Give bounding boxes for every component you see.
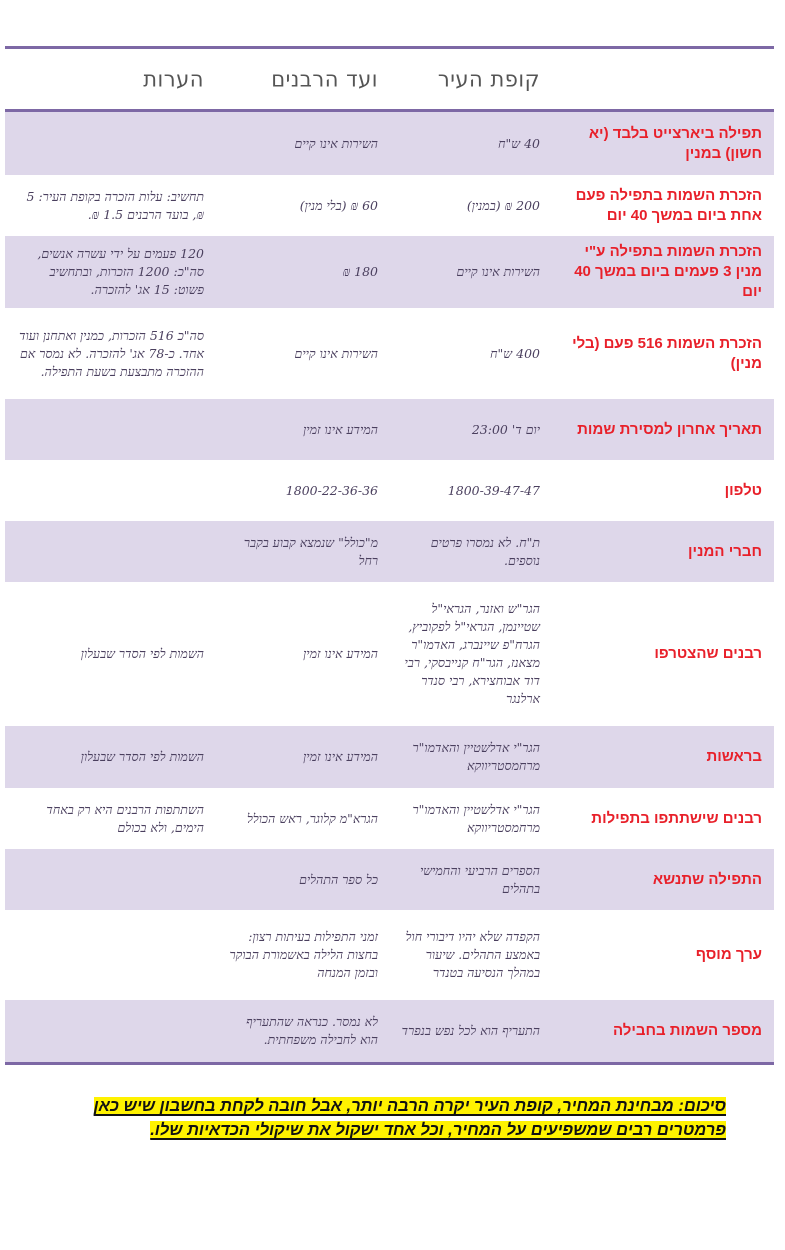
rabbis-committee-value: השירות אינו קיים [294,345,378,361]
city-fund-value: 200 ₪ (במנין) [466,197,540,213]
city-fund-value: הספרים הרביעי והחמישי בתהלים [419,862,540,896]
table-row [5,910,774,1000]
table-row [5,1000,774,1062]
rabbis-committee-value: לא נמסר. כנראה שהתעריף הוא לחבילה משפחתית. [246,1014,378,1047]
rabbis-committee-value: מ"כולל" שנמצא קבוע בקבר רחל [243,534,378,568]
table-header-row [5,49,774,109]
summary-note [64,1094,726,1142]
rabbis-committee-value: זמני התפילות בעיתות רצון: בחצות הלילה באשמורת הבוקר ובזמן המנחה [229,929,378,980]
header-rabbis-committee: ועד הרבנים [271,66,378,92]
rabbis-committee-value: 180 ₪ [342,264,378,279]
header-city-fund: קופת העיר [437,66,540,92]
row-label: ערך מוסף [695,946,762,963]
row-label: תאריך אחרון למסירת שמות [577,420,762,438]
rabbis-committee-value: השירות אינו קיים [294,135,378,151]
row-label: רבנים שהצטרפו [654,645,762,662]
table-row [5,112,774,175]
notes-value: השתתפות הרבנים היא רק באחד הימים, ולא בכולם [46,801,204,835]
row-label: התפילה שתנשא [652,870,762,888]
rabbis-committee-value: המידע אינו זמין [303,749,378,764]
rabbis-committee-value: כל ספר התהלים [299,871,378,887]
city-fund-value: יום ד' 23:00 [471,421,540,437]
city-fund-value: התעריף הוא לכל נפש בנפרד [401,1023,540,1038]
city-fund-value: הגר"ש ואזנר, הגראי"ל שטיינמן, הגראי"ל לפקוביץ, הגרח"פ שיינברג, האדמו"ר מצאנז, הגר"ח קנייבסקי, רבי דוד אבוחצירא, רבי סנדר ארלנגר [404,601,540,706]
table-row [5,849,774,910]
table-row [5,460,774,521]
rabbis-committee-value: 1800-22-36-36 [285,482,378,498]
row-label: טלפון [724,481,762,499]
city-fund-value: ת"ח. לא נמסרו פרטים נוספים. [430,534,540,568]
row-label: בראשות [706,748,762,765]
notes-value: תחשיב: עלות הזכרה בקופת העיר: 5 ₪, בועד הרבנים 1.5 ₪. [26,188,204,222]
summary-text: סיכום: מבחינת המחיר, קופת העיר יקרה הרבה יותר, אבל חובה לקחת בחשבון שיש כאן פרמטרים רבים שמשפיעים על המחיר, וכל אחד ישקול את שיקולי הכדאיות שלו. [93,1097,726,1139]
city-fund-value: 1800-39-47-47 [447,482,540,498]
row-label: רבנים שישתתפו בתפילות [591,809,762,827]
rabbis-committee-value: הגרא"מ קלוגר, ראש הכולל [247,810,378,826]
city-fund-value: השירות אינו קיים [456,264,540,279]
table-body [5,112,774,1062]
row-label: חברי המנין [688,542,762,560]
row-label: הזכרת השמות בתפילה ע"י מנין 3 פעמים ביום במשך 40 יום [574,243,762,300]
row-label: מספר השמות בחבילה [612,1022,762,1039]
table-row [5,308,774,399]
city-fund-value: 400 ש"ח [490,345,540,361]
city-fund-value: הקפדה שלא יהיו דיבורי חול באמצע התהלים. שיעור במהלך הנסיעה בטנדר [405,929,540,980]
rabbis-committee-value: המידע אינו זמין [303,421,378,437]
rabbis-committee-value: 60 ₪ (בלי מנין) [299,197,378,213]
comparison-table [5,46,774,1065]
city-fund-value: 40 ש"ח [498,135,540,151]
notes-value: השמות לפי הסדר שבעלון [80,749,204,764]
notes-value: סה"כ 516 הזכרות, כמנין ואתחנן ועוד אחד. כ-78 אג' להזכרה. לא נמסר אם ההזכרה מתבצעת בשעת התפילה. [19,327,204,379]
notes-value: השמות לפי הסדר שבעלון [80,646,204,661]
table-row [5,175,774,236]
city-fund-value: הגר"י אדלשטיין והאדמו"ר מרחמסטריווקא [412,801,540,835]
row-label: הזכרת השמות בתפילה פעם אחת ביום במשך 40 יום [575,186,762,224]
header-notes: הערות [143,66,204,92]
rabbis-committee-value: המידע אינו זמין [303,646,378,661]
city-fund-value: הגר"י אדלשטיין והאדמו"ר מרחמסטריווקא [412,740,540,773]
table-row [5,521,774,582]
table-row [5,236,774,308]
table-row [5,788,774,849]
row-label: הזכרת השמות 516 פעם (בלי מנין) [572,334,762,372]
notes-value: 120 פעמים על ידי עשרה אנשים, סה"כ: 1200 הזכרות, ובתחשיב פשוט: 15 אג' להזכרה. [37,246,204,297]
table-row [5,726,774,788]
table-bottom-rule [5,1062,774,1065]
row-label: תפילה ביארצייט בלבד (יא חשון) במנין [588,124,762,162]
table-row [5,582,774,726]
table-row [5,399,774,460]
